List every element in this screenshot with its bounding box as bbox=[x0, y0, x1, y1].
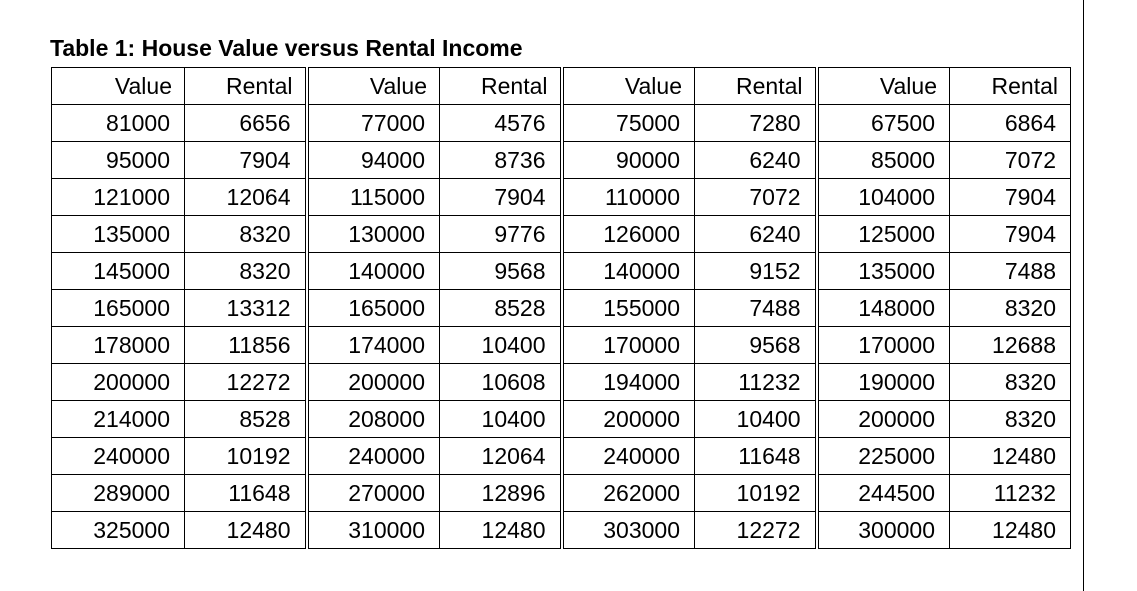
cell-value-4: 67500 bbox=[817, 105, 950, 142]
cell-value-4: 148000 bbox=[817, 290, 950, 327]
header-value-3: Value bbox=[562, 68, 695, 105]
cell-rental-4: 7904 bbox=[950, 216, 1071, 253]
cell-rental-2: 10608 bbox=[440, 364, 562, 401]
cell-value-4: 170000 bbox=[817, 327, 950, 364]
header-value-4: Value bbox=[817, 68, 950, 105]
cell-value-2: 94000 bbox=[307, 142, 440, 179]
cell-value-4: 125000 bbox=[817, 216, 950, 253]
table-body bbox=[52, 105, 1071, 549]
cell-rental-1: 11856 bbox=[185, 327, 307, 364]
cell-value-3: 140000 bbox=[562, 253, 695, 290]
page-edge-rule bbox=[1083, 0, 1084, 591]
cell-rental-2: 8528 bbox=[440, 290, 562, 327]
cell-rental-3: 10192 bbox=[695, 475, 817, 512]
cell-rental-3: 6240 bbox=[695, 216, 817, 253]
table-caption: Table 1: House Value versus Rental Income bbox=[50, 35, 523, 61]
cell-value-3: 240000 bbox=[562, 438, 695, 475]
table-row bbox=[52, 401, 1071, 438]
cell-value-2: 270000 bbox=[307, 475, 440, 512]
header-rental-1: Rental bbox=[185, 68, 307, 105]
cell-rental-1: 12480 bbox=[185, 512, 307, 549]
cell-value-2: 115000 bbox=[307, 179, 440, 216]
cell-rental-1: 7904 bbox=[185, 142, 307, 179]
cell-value-4: 200000 bbox=[817, 401, 950, 438]
table-row bbox=[52, 475, 1071, 512]
cell-rental-4: 7904 bbox=[950, 179, 1071, 216]
cell-value-1: 289000 bbox=[52, 475, 185, 512]
cell-rental-1: 11648 bbox=[185, 475, 307, 512]
cell-rental-1: 12064 bbox=[185, 179, 307, 216]
cell-value-3: 155000 bbox=[562, 290, 695, 327]
cell-rental-4: 6864 bbox=[950, 105, 1071, 142]
table-row bbox=[52, 438, 1071, 475]
cell-rental-3: 9152 bbox=[695, 253, 817, 290]
cell-rental-3: 10400 bbox=[695, 401, 817, 438]
cell-value-3: 110000 bbox=[562, 179, 695, 216]
cell-value-4: 190000 bbox=[817, 364, 950, 401]
table-row bbox=[52, 179, 1071, 216]
cell-rental-4: 12688 bbox=[950, 327, 1071, 364]
cell-value-2: 77000 bbox=[307, 105, 440, 142]
cell-rental-2: 10400 bbox=[440, 327, 562, 364]
cell-value-1: 135000 bbox=[52, 216, 185, 253]
table-row bbox=[52, 105, 1071, 142]
cell-rental-1: 12272 bbox=[185, 364, 307, 401]
table-row bbox=[52, 216, 1071, 253]
header-value-2: Value bbox=[307, 68, 440, 105]
cell-value-4: 225000 bbox=[817, 438, 950, 475]
cell-value-2: 200000 bbox=[307, 364, 440, 401]
cell-rental-3: 6240 bbox=[695, 142, 817, 179]
cell-value-4: 244500 bbox=[817, 475, 950, 512]
cell-rental-2: 8736 bbox=[440, 142, 562, 179]
cell-value-3: 262000 bbox=[562, 475, 695, 512]
cell-rental-2: 10400 bbox=[440, 401, 562, 438]
cell-value-1: 214000 bbox=[52, 401, 185, 438]
cell-rental-3: 7280 bbox=[695, 105, 817, 142]
cell-value-3: 194000 bbox=[562, 364, 695, 401]
cell-value-4: 85000 bbox=[817, 142, 950, 179]
house-value-rental-table bbox=[51, 67, 1071, 549]
cell-value-2: 140000 bbox=[307, 253, 440, 290]
cell-value-3: 90000 bbox=[562, 142, 695, 179]
cell-rental-1: 13312 bbox=[185, 290, 307, 327]
cell-rental-4: 12480 bbox=[950, 438, 1071, 475]
cell-rental-3: 12272 bbox=[695, 512, 817, 549]
table-row bbox=[52, 512, 1071, 549]
cell-rental-3: 7072 bbox=[695, 179, 817, 216]
cell-value-3: 126000 bbox=[562, 216, 695, 253]
cell-value-2: 165000 bbox=[307, 290, 440, 327]
header-rental-3: Rental bbox=[695, 68, 817, 105]
cell-value-1: 95000 bbox=[52, 142, 185, 179]
cell-value-3: 303000 bbox=[562, 512, 695, 549]
cell-value-2: 174000 bbox=[307, 327, 440, 364]
cell-value-2: 240000 bbox=[307, 438, 440, 475]
cell-rental-2: 9568 bbox=[440, 253, 562, 290]
cell-value-1: 81000 bbox=[52, 105, 185, 142]
cell-rental-4: 12480 bbox=[950, 512, 1071, 549]
cell-rental-4: 11232 bbox=[950, 475, 1071, 512]
cell-value-1: 178000 bbox=[52, 327, 185, 364]
cell-rental-2: 7904 bbox=[440, 179, 562, 216]
cell-value-4: 104000 bbox=[817, 179, 950, 216]
cell-rental-2: 4576 bbox=[440, 105, 562, 142]
header-row bbox=[52, 68, 1071, 105]
cell-rental-1: 8320 bbox=[185, 216, 307, 253]
cell-rental-1: 8320 bbox=[185, 253, 307, 290]
cell-value-4: 135000 bbox=[817, 253, 950, 290]
cell-value-3: 75000 bbox=[562, 105, 695, 142]
table-row bbox=[52, 364, 1071, 401]
cell-value-1: 145000 bbox=[52, 253, 185, 290]
cell-rental-2: 12480 bbox=[440, 512, 562, 549]
cell-rental-1: 8528 bbox=[185, 401, 307, 438]
cell-rental-1: 6656 bbox=[185, 105, 307, 142]
cell-value-3: 200000 bbox=[562, 401, 695, 438]
cell-rental-2: 12064 bbox=[440, 438, 562, 475]
cell-value-2: 208000 bbox=[307, 401, 440, 438]
cell-rental-3: 9568 bbox=[695, 327, 817, 364]
cell-rental-2: 12896 bbox=[440, 475, 562, 512]
cell-value-2: 310000 bbox=[307, 512, 440, 549]
cell-rental-4: 8320 bbox=[950, 364, 1071, 401]
cell-rental-3: 11232 bbox=[695, 364, 817, 401]
cell-rental-3: 7488 bbox=[695, 290, 817, 327]
cell-value-1: 325000 bbox=[52, 512, 185, 549]
cell-rental-1: 10192 bbox=[185, 438, 307, 475]
cell-rental-4: 8320 bbox=[950, 401, 1071, 438]
cell-rental-4: 8320 bbox=[950, 290, 1071, 327]
cell-rental-4: 7072 bbox=[950, 142, 1071, 179]
cell-value-3: 170000 bbox=[562, 327, 695, 364]
cell-rental-2: 9776 bbox=[440, 216, 562, 253]
cell-value-1: 121000 bbox=[52, 179, 185, 216]
cell-value-1: 240000 bbox=[52, 438, 185, 475]
header-value-1: Value bbox=[52, 68, 185, 105]
cell-value-2: 130000 bbox=[307, 216, 440, 253]
cell-rental-3: 11648 bbox=[695, 438, 817, 475]
cell-rental-4: 7488 bbox=[950, 253, 1071, 290]
table-row bbox=[52, 142, 1071, 179]
table-row bbox=[52, 253, 1071, 290]
cell-value-4: 300000 bbox=[817, 512, 950, 549]
table-row bbox=[52, 290, 1071, 327]
header-rental-2: Rental bbox=[440, 68, 562, 105]
cell-value-1: 200000 bbox=[52, 364, 185, 401]
cell-value-1: 165000 bbox=[52, 290, 185, 327]
table-row bbox=[52, 327, 1071, 364]
header-rental-4: Rental bbox=[950, 68, 1071, 105]
